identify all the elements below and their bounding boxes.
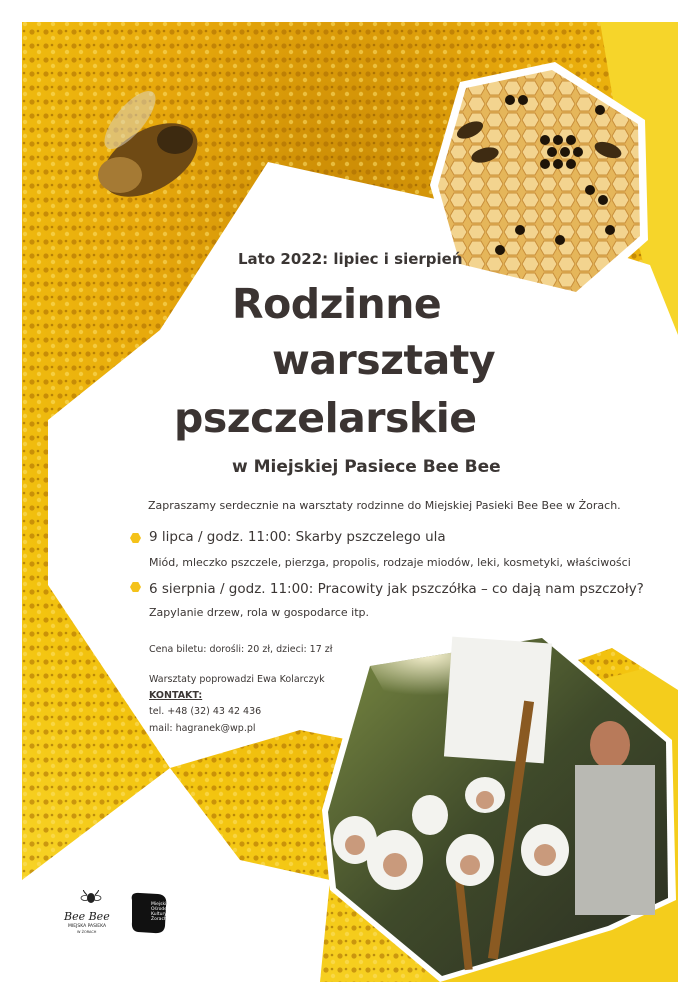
event-2-heading: 6 sierpnia / godz. 11:00: Pracowity jak pszczółka – co dają nam pszczoły? (149, 581, 644, 597)
event-2-description: Zapylanie drzew, rola w gospodarce itp. (149, 606, 370, 619)
event-1-description: Miód, mleczko pszczele, pierzga, propolis, rodzaje miodów, leki, kosmetyki, właściwości (149, 556, 631, 569)
workshop-host: Warsztaty poprowadzi Ewa Kolarczyk (149, 674, 325, 685)
beebee-logo-location: W ŻORACH (77, 930, 97, 934)
beebee-logo-name: Bee Bee (64, 910, 110, 923)
venue-subheading: w Miejskiej Pasiece Bee Bee (232, 457, 501, 477)
title-line-3: pszczelarskie (174, 394, 477, 442)
title-line-1: Rodzinne (232, 280, 442, 328)
season-subtitle: Lato 2022: lipiec i sierpień (238, 250, 463, 268)
intro-text: Zapraszamy serdecznie na warsztaty rodzinne do Miejskiej Pasieki Bee Bee w Żorach. (148, 499, 621, 512)
contact-email: mail: hagranek@wp.pl (149, 723, 256, 734)
title-line-2: warsztaty (272, 336, 496, 384)
contact-label: KONTAKT: (149, 690, 203, 701)
event-1-heading: 9 lipca / godz. 11:00: Skarby pszczelego ula (149, 529, 446, 545)
beebee-logo-subtitle: MIEJSKA PASIEKA (68, 924, 107, 929)
contact-phone: tel. +48 (32) 43 42 436 (149, 706, 262, 717)
mok-logo-text: Miejski Ośrodek Kultury w Żorach (151, 902, 173, 922)
ticket-price: Cena biletu: dorośli: 20 zł, dzieci: 17 zł (149, 644, 333, 655)
